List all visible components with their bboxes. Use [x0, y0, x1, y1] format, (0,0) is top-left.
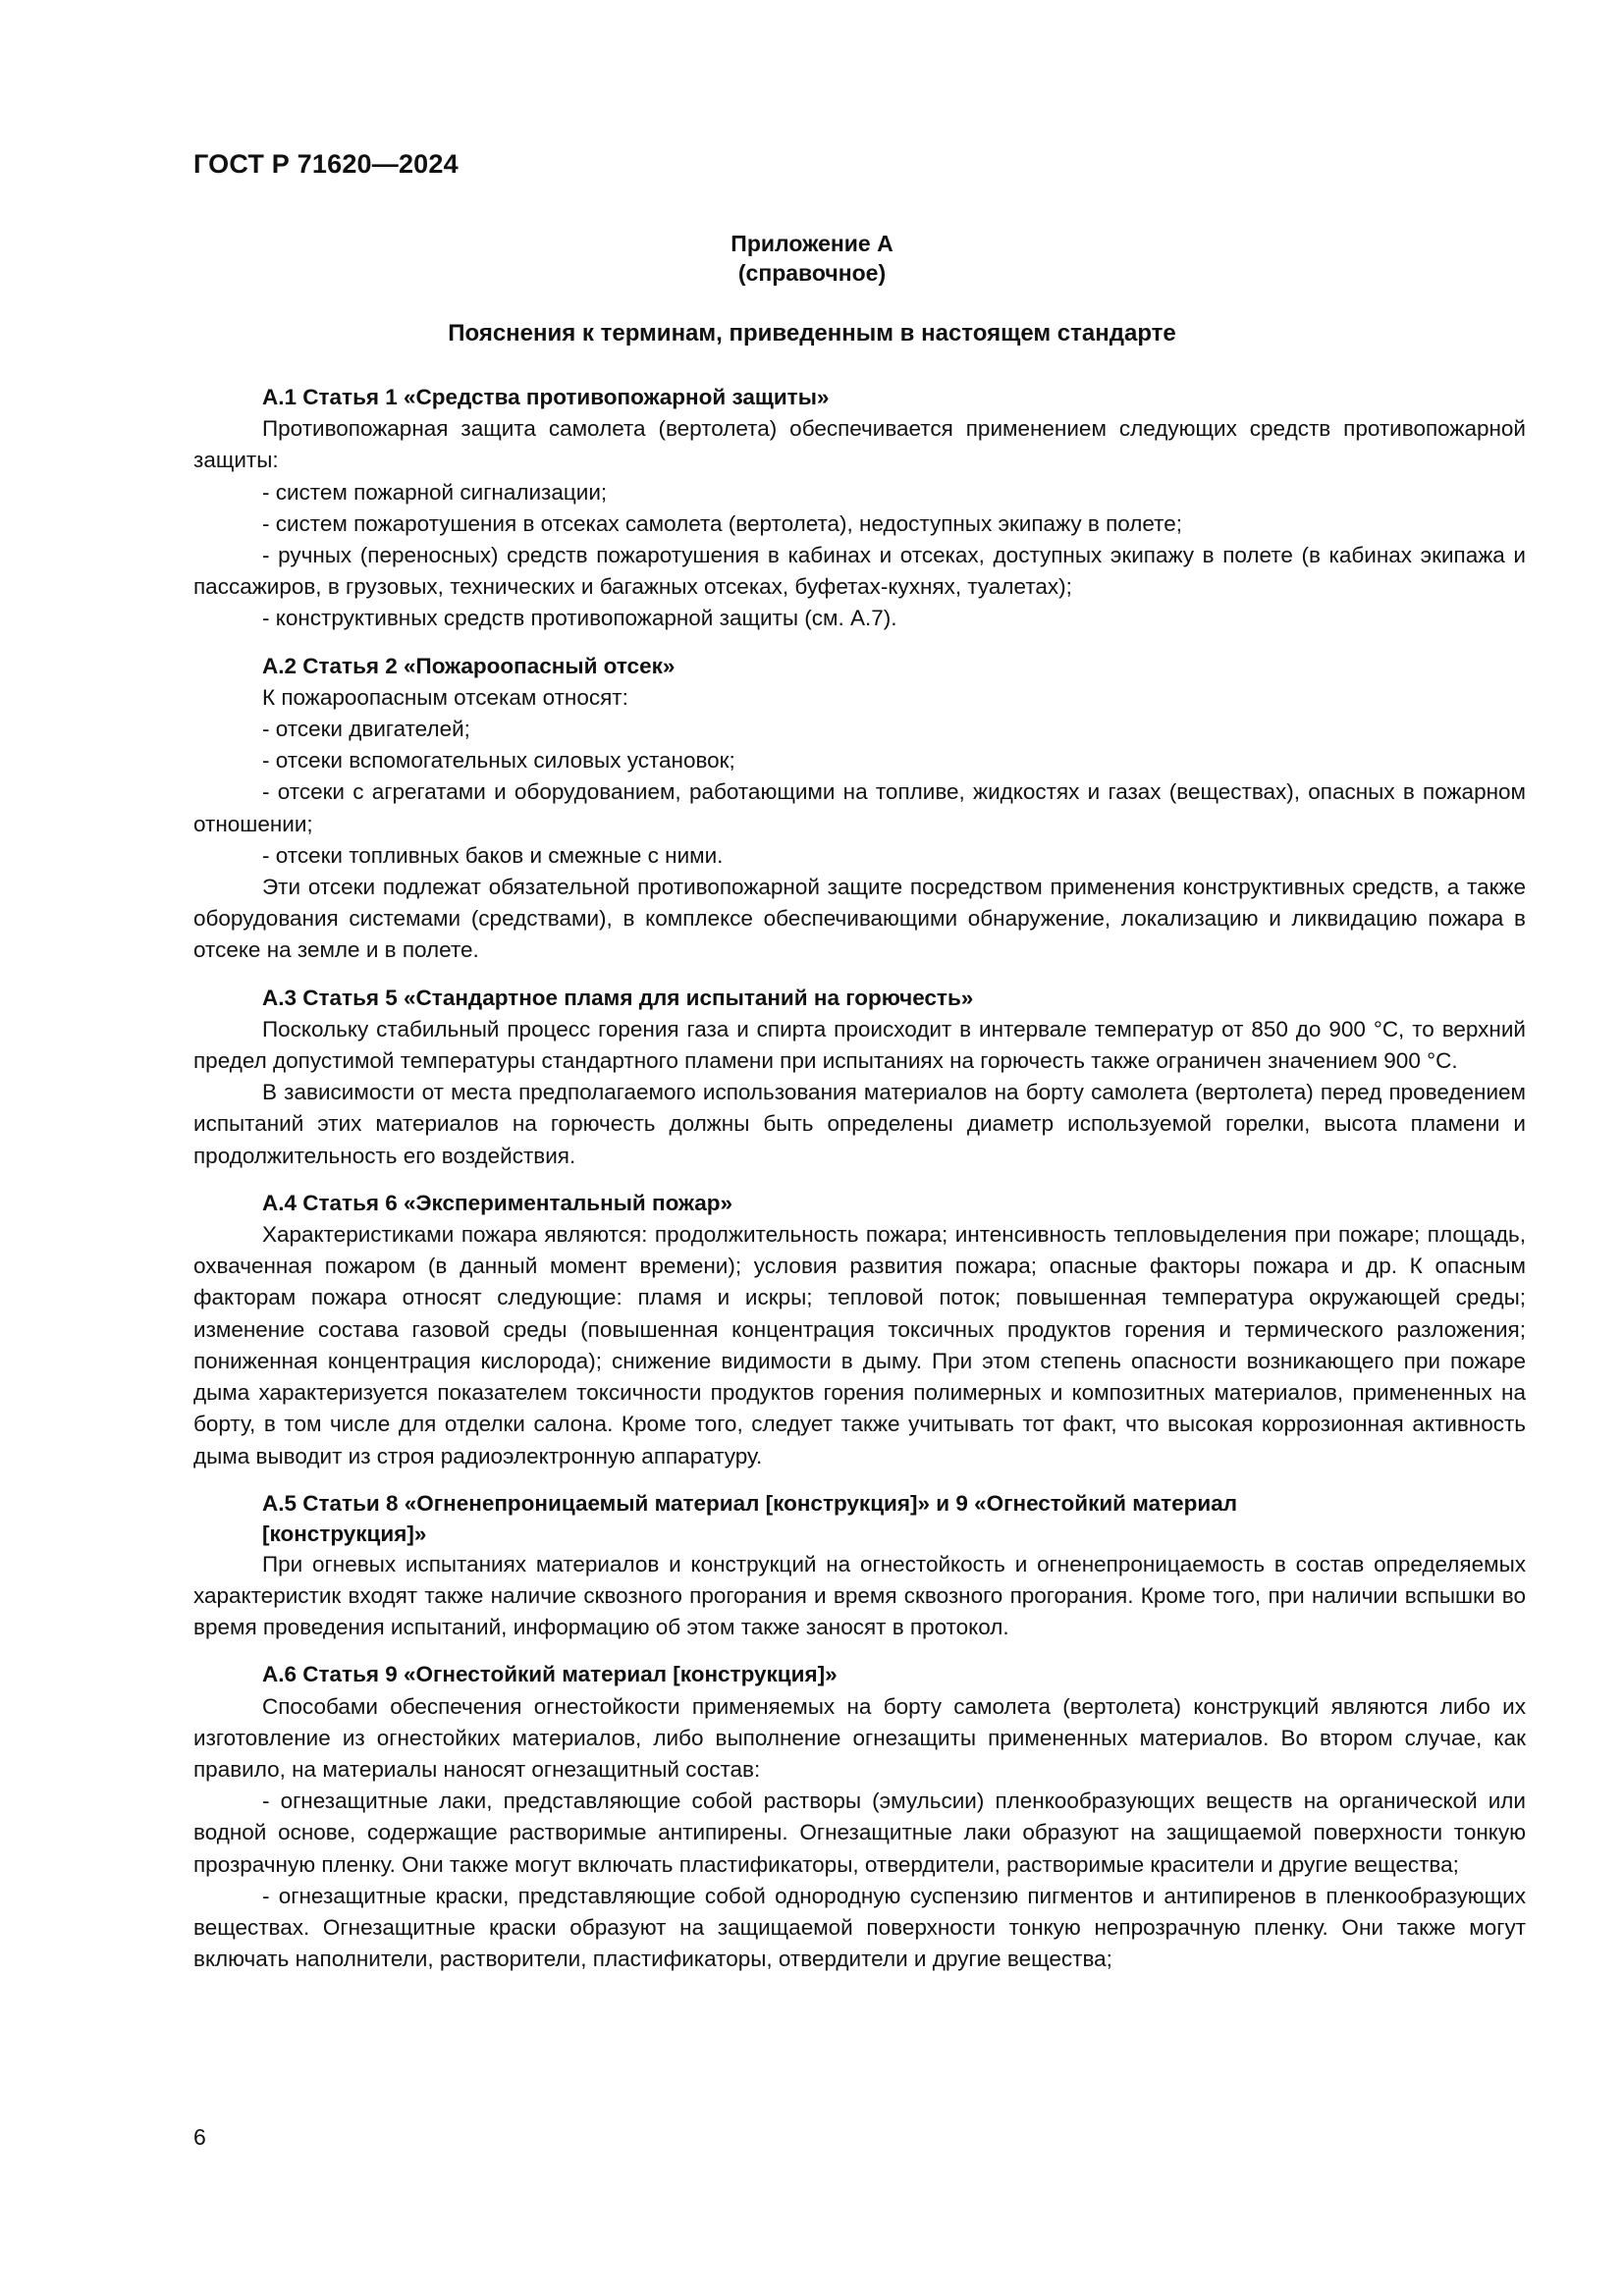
appendix-type: (справочное) — [737, 260, 887, 286]
list-item: - систем пожарной сигнализации; — [262, 479, 608, 505]
list-item: - отсеки с агрегатами и оборудованием, работающими на топливе, жидкостях и газах (веществах), опасных в пожарном отношении; — [193, 779, 1526, 836]
document-body — [193, 382, 1526, 1975]
list-item: - конструктивных средств противопожарной защиты (см. А.7). — [262, 606, 897, 631]
paragraph: Эти отсеки подлежат обязательной противопожарной защите посредством применения конструктивных средств, а также оборудования системами (средствами), в комплексе обеспечивающими обнаружение, локализацию и ликвидацию пожара в отсеке на земле и в полете. — [193, 875, 1526, 963]
appendix-label — [0, 229, 1624, 288]
list-item: - отсеки топливных баков и смежные с ними. — [262, 842, 724, 868]
appendix-name: Приложение А — [731, 231, 893, 256]
paragraph: Способами обеспечения огнестойкости применяемых на борту самолета (вертолета) конструкций являются либо их изготовление из огнестойких материалов, либо выполнение огнезащиты примененных материалов. Во втором случае, как правило, на материалы наносят огнезащитный состав: — [193, 1693, 1526, 1782]
section-heading: А.4 Статья 6 «Экспериментальный пожар» — [262, 1190, 733, 1215]
section-heading: А.2 Статья 2 «Пожароопасный отсек» — [262, 653, 676, 678]
page-number: 6 — [193, 2124, 206, 2150]
section-heading: А.5 Статьи 8 «Огненепроницаемый материал [конструкция]» и 9 «Огнестойкий материал [конструкция]» — [262, 1490, 1238, 1546]
list-item: - отсеки двигателей; — [262, 717, 470, 742]
section-a3 — [193, 983, 1526, 1172]
section-heading: А.3 Статья 5 «Стандартное пламя для испытаний на горючесть» — [262, 985, 974, 1010]
paragraph: Поскольку стабильный процесс горения газа и спирта происходит в интервале температур от 850 до 900 °С, то верхний предел допустимой температуры стандартного пламени при испытаниях на горючесть также ограничен значением 900 °С. — [193, 1016, 1526, 1074]
section-a1 — [193, 382, 1526, 635]
document-code: ГОСТ Р 71620—2024 — [193, 149, 459, 179]
section-a6 — [193, 1659, 1526, 1975]
section-a5 — [193, 1488, 1526, 1644]
paragraph: Противопожарная защита самолета (вертолета) обеспечивается применением следующих средств противопожарной защиты: — [193, 416, 1526, 473]
paragraph: В зависимости от места предполагаемого использования материалов на борту самолета (вертолета) перед проведением испытаний этих материалов на горючесть должны быть определены диаметр используемой горелки, высота пламени и продолжительность его воздействия. — [193, 1080, 1526, 1168]
list-item: - огнезащитные лаки, представляющие собой растворы (эмульсии) пленкообразующих веществ на органической или водной основе, содержащие растворимые антипирены. Огнезащитные лаки образуют на защищаемой поверхности тонкую прозрачную пленку. Они также могут включать пластификаторы, отвердители, растворимые красители и другие вещества; — [193, 1789, 1526, 1877]
paragraph: К пожароопасным отсекам относят: — [262, 684, 628, 710]
section-heading: А.1 Статья 1 «Средства противопожарной защиты» — [262, 385, 830, 409]
appendix-title: Пояснения к терминам, приведенным в настоящем стандарте — [448, 320, 1176, 347]
list-item: - огнезащитные краски, представляющие собой однородную суспензию пигментов и антипиренов в пленкообразующих веществах. Огнезащитные краски образуют на защищаемой поверхности тонкую непрозрачную пленку. Они также могут включать наполнители, растворители, пластификаторы, отвердители и другие вещества; — [193, 1883, 1526, 1972]
paragraph: При огневых испытаниях материалов и конструкций на огнестойкость и огненепроницаемость в состав определяемых характеристик входят также наличие сквозного прогорания и время сквозного прогорания. Кроме того, при наличии вспышки во время проведения испытаний, информацию об этом также заносят в протокол. — [193, 1551, 1526, 1640]
list-item: - ручных (переносных) средств пожаротушения в кабинах и отсеках, доступных экипажу в полете (в кабинах экипажа и пассажиров, в грузовых, технических и багажных отсеках, буфетах-кухнях, туалетах); — [193, 543, 1526, 600]
list-item: - систем пожаротушения в отсеках самолета (вертолета), недоступных экипажу в полете; — [262, 510, 1182, 536]
section-heading: А.6 Статья 9 «Огнестойкий материал [конструкция]» — [262, 1662, 838, 1687]
section-a2 — [193, 651, 1526, 967]
section-a4 — [193, 1188, 1526, 1472]
paragraph: Характеристиками пожара являются: продолжительность пожара; интенсивность тепловыделения при пожаре; площадь, охваченная пожаром (в данный момент времени); условия развития пожара; опасные факторы пожара и др. К опасным факторам пожара относят следующие: пламя и искры; тепловой поток; повышенная температура окружающей среды; изменение состава газовой среды (повышенная концентрация токсичных продуктов горения и термического разложения; пониженная концентрация кислорода); снижение видимости в дыму. При этом степень опасности возникающего при пожаре дыма характеризуется показателем токсичности продуктов горения полимерных и композитных материалов, примененных на борту, в том числе для отделки салона. Кроме того, следует также учитывать тот факт, что высокая коррозионная активность дыма выводит из строя радиоэлектронную аппаратуру. — [193, 1222, 1526, 1468]
list-item: - отсеки вспомогательных силовых установок; — [262, 748, 735, 774]
